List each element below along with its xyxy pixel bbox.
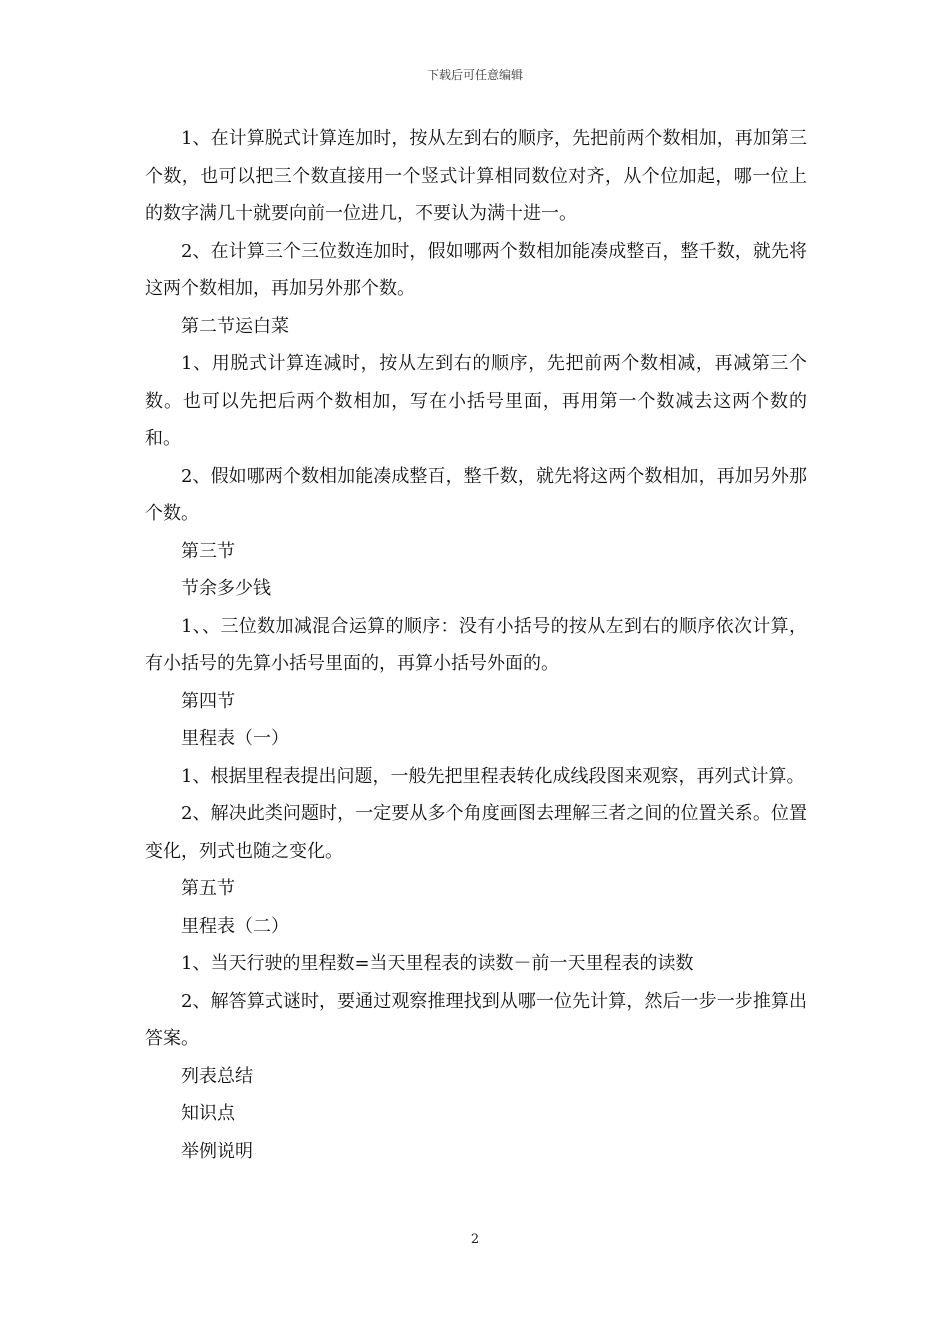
summary-column-example: 举例说明 — [181, 1140, 253, 1162]
paragraph-2: 2、在计算三个三位数连加时，假如哪两个数相加能凑成整百，整千数，就先将这两个数相加，再加另外那个数。 — [145, 240, 807, 299]
page-header-note: 下载后可任意编辑 — [426, 68, 523, 82]
paragraph-5: 1、、三位数加减混合运算的顺序：没有小括号的按从左到右的顺序依次计算，有小括号的先算小括号里面的，再算小括号外面的。 — [145, 615, 807, 674]
section-heading-5: 第五节 — [181, 878, 235, 899]
paragraph-8: 1、当天行驶的里程数=当天里程表的读数－前一天里程表的读数 — [181, 953, 694, 974]
section-heading-2: 第二节运白菜 — [181, 315, 289, 337]
section-heading-3: 第三节 — [181, 540, 235, 562]
paragraph-4: 2、假如哪两个数相加能凑成整百，整千数，就先将这两个数相加，再加另外那个数。 — [145, 465, 807, 524]
paragraph-3: 1、用脱式计算连减时，按从左到右的顺序，先把前两个数相减，再减第三个数。也可以先把后两个数相加，写在小括号里面，再用第一个数减去这两个数的和。 — [145, 353, 807, 449]
section-title-4: 里程表（一） — [181, 728, 289, 749]
section-title-5: 里程表（二） — [181, 915, 289, 937]
summary-heading: 列表总结 — [181, 1065, 253, 1087]
paragraph-1: 1、在计算脱式计算连加时，按从左到右的顺序，先把前两个数相加，再加第三个数，也可以把三个数直接用一个竖式计算相同数位对齐，从个位加起，哪一位上的数字满几十就要向前一位进几，不要认为满十进一。 — [145, 128, 807, 224]
paragraph-9: 2、解答算式谜时，要通过观察推理找到从哪一位先计算，然后一步一步推算出答案。 — [145, 990, 807, 1049]
summary-column-knowledge: 知识点 — [181, 1103, 235, 1124]
section-heading-4: 第四节 — [181, 690, 235, 712]
document-body — [145, 120, 807, 1170]
page-number: 2 — [470, 1232, 480, 1247]
section-title-3: 节余多少钱 — [181, 578, 271, 599]
paragraph-6: 1、根据里程表提出问题，一般先把里程表转化成线段图来观察，再列式计算。 — [181, 765, 805, 787]
paragraph-7: 2、解决此类问题时，一定要从多个角度画图去理解三者之间的位置关系。位置变化，列式也随之变化。 — [145, 803, 807, 862]
